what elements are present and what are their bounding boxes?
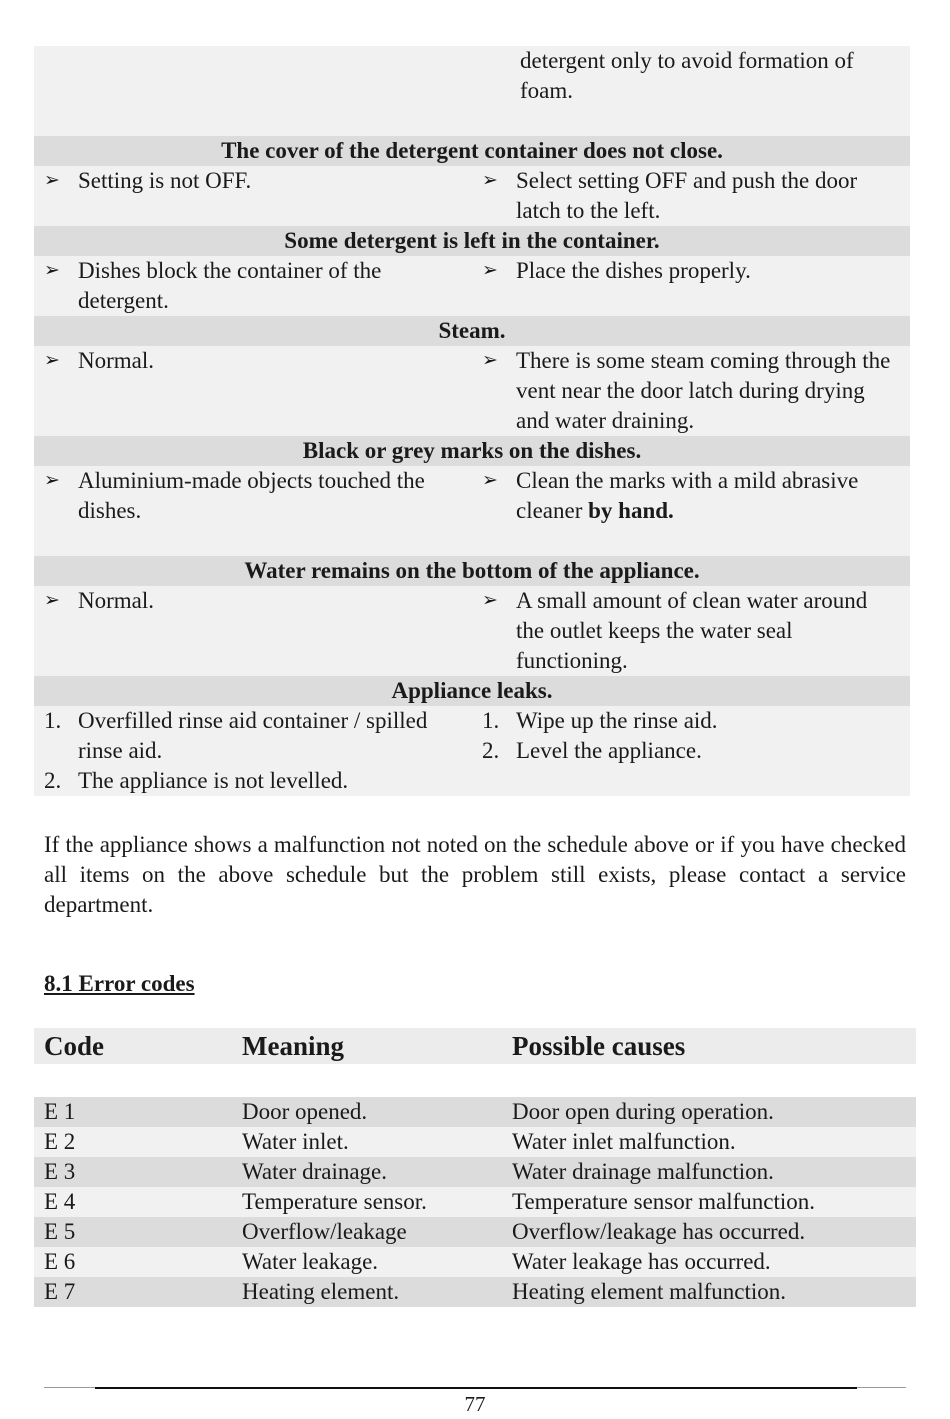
remedy-text: Level the appliance. xyxy=(516,738,702,763)
bullet-arrow-icon: ➢ xyxy=(44,260,60,281)
bullet-arrow-icon: ➢ xyxy=(44,350,60,371)
code-cell: E 7 xyxy=(44,1279,76,1304)
cause-cell: Water leakage has occurred. xyxy=(512,1249,771,1274)
section-title: Black or grey marks on the dishes. xyxy=(34,436,910,466)
footer-rule-dark xyxy=(95,1387,857,1389)
remedy-emphasis: by hand. xyxy=(588,498,674,523)
section-body xyxy=(34,466,910,556)
cause-text: The appliance is not levelled. xyxy=(78,768,349,793)
cause-text: Setting is not OFF. xyxy=(78,168,252,193)
section-body: 1. Overfilled rinse aid container / spilled rinse aid. 2. The appliance is not levelled. 1. Wipe up the rinse aid. 2. Level the appliance. xyxy=(34,706,910,796)
code-cell: E 3 xyxy=(44,1159,76,1184)
bullet-arrow-icon: ➢ xyxy=(44,590,60,611)
bullet-arrow-icon: ➢ xyxy=(482,470,498,491)
section-title: Water remains on the bottom of the appliance. xyxy=(34,556,910,586)
header-causes: Possible causes xyxy=(512,1031,686,1061)
bullet-arrow-icon: ➢ xyxy=(482,260,498,281)
cause-cell: Water drainage malfunction. xyxy=(512,1159,774,1184)
bullet-arrow-icon: ➢ xyxy=(482,590,498,611)
meaning-cell: Water inlet. xyxy=(242,1129,349,1154)
remedy-text: Place the dishes properly. xyxy=(516,258,751,283)
intro-row xyxy=(34,46,910,136)
code-cell: E 2 xyxy=(44,1129,76,1154)
cause-cell: Overflow/leakage has occurred. xyxy=(512,1219,806,1244)
meaning-cell: Heating element. xyxy=(242,1279,400,1304)
cause-text: Normal. xyxy=(78,588,155,613)
section-body xyxy=(34,346,910,436)
table-row xyxy=(34,1157,916,1187)
remedy-text: Clean the marks with a mild abrasive cleaner xyxy=(516,468,859,523)
page-number: 77 xyxy=(464,1392,486,1416)
cause-text: Normal. xyxy=(78,348,155,373)
header-meaning: Meaning xyxy=(242,1031,345,1061)
cause-text: Aluminium-made objects touched the dishes. xyxy=(78,468,425,523)
remedy-text: There is some steam coming through the vent near the door latch during drying and water draining. xyxy=(516,348,891,433)
table-row xyxy=(34,1247,916,1277)
meaning-cell: Water leakage. xyxy=(242,1249,379,1274)
cause-text: Dishes block the container of the detergent. xyxy=(78,258,382,313)
table-row xyxy=(34,1217,916,1247)
error-codes-heading: 8.1 Error codes xyxy=(44,971,195,996)
remedy-text: Wipe up the rinse aid. xyxy=(516,708,718,733)
code-cell: E 4 xyxy=(44,1189,76,1214)
error-codes-table xyxy=(34,1028,916,1307)
meaning-cell: Overflow/leakage xyxy=(242,1219,407,1244)
code-cell: E 5 xyxy=(44,1219,76,1244)
bullet-arrow-icon: ➢ xyxy=(44,470,60,491)
remedy-text: A small amount of clean water around the outlet keeps the water seal functioning. xyxy=(516,588,868,673)
table-header xyxy=(34,1028,916,1064)
header-code: Code xyxy=(44,1031,104,1061)
troubleshooting-table xyxy=(34,46,910,796)
code-cell: E 1 xyxy=(44,1099,76,1124)
section-title: Steam. xyxy=(34,316,910,346)
cause-cell: Water inlet malfunction. xyxy=(512,1129,736,1154)
intro-text: detergent only to avoid formation of foam. xyxy=(520,48,854,103)
cause-cell: Heating element malfunction. xyxy=(512,1279,786,1304)
table-row xyxy=(34,1187,916,1217)
bullet-arrow-icon: ➢ xyxy=(482,350,498,371)
code-cell: E 6 xyxy=(44,1249,76,1274)
bullet-arrow-icon: ➢ xyxy=(482,170,498,191)
remedy-text: Select setting OFF and push the door latch to the left. xyxy=(516,168,858,223)
meaning-cell: Water drainage. xyxy=(242,1159,388,1184)
section-title: Appliance leaks. xyxy=(34,676,910,706)
meaning-cell: Door opened. xyxy=(242,1099,368,1124)
bullet-arrow-icon: ➢ xyxy=(44,170,60,191)
table-row xyxy=(34,1277,916,1307)
cause-cell: Temperature sensor malfunction. xyxy=(512,1189,816,1214)
table-row xyxy=(34,1127,916,1157)
table-row xyxy=(34,1097,916,1127)
section-body xyxy=(34,256,910,316)
section-body xyxy=(34,166,910,226)
cause-cell: Door open during operation. xyxy=(512,1099,774,1124)
section-title: The cover of the detergent container does not close. xyxy=(34,136,910,166)
service-paragraph: If the appliance shows a malfunction not noted on the schedule above or if you have checked all items on the above schedule but the problem still exists, please contact a service department. xyxy=(44,832,906,917)
cause-text: Overfilled rinse aid container / spilled rinse aid. xyxy=(78,708,428,763)
meaning-cell: Temperature sensor. xyxy=(242,1189,427,1214)
section-body xyxy=(34,586,910,676)
section-title: Some detergent is left in the container. xyxy=(34,226,910,256)
